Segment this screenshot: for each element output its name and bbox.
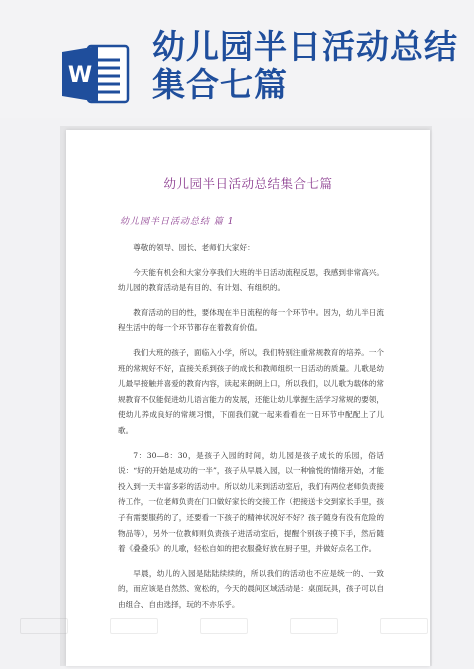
watermark-mark xyxy=(290,618,338,634)
banner xyxy=(0,0,474,118)
paragraph: 尊敬的领导、园长、老师们大家好： xyxy=(133,243,255,252)
paragraph: 我们大班的孩子，面临入小学，所以，我们特别注重常规教育的培养。一个班的常规好不好，直接关系到孩子的成长和教师组织一日活动的质量。儿歌是幼儿最早接触并喜爱的教育内容，读起来朗朗上口，所以我们，以儿歌为载体的常规教育不仅能促进幼儿语言能力的发展，还能让幼儿掌握生活学习常规的要领，使幼儿养成良好的常规习惯，下面我们就一起来看看在一日环节中配配上了儿歌。 xyxy=(118,347,384,435)
watermark-mark xyxy=(110,618,158,634)
word-icon-letter: W xyxy=(67,63,93,88)
watermark-mark xyxy=(200,618,248,634)
section-heading: 幼儿园半日活动总结 篇 1 xyxy=(120,217,235,227)
watermark-mark xyxy=(380,618,428,634)
banner-title: 幼儿园半日活动总结集合七篇 xyxy=(152,27,458,104)
watermark-mark xyxy=(20,618,68,634)
paragraph: 教育活动的目的性，要体现在半日流程的每一个环节中。因为，幼儿半日流程生活中的每一个环节都存在着教育价值。 xyxy=(118,307,384,333)
word-document-icon xyxy=(62,44,130,104)
document-body xyxy=(118,240,384,621)
paragraph: 今天能有机会和大家分享我们大班的半日活动流程反思，我感到非常高兴。幼儿园的教育活动是有目的、有计划、有组织的。 xyxy=(118,267,384,293)
document-title: 幼儿园半日活动总结集合七篇 xyxy=(163,176,333,191)
paragraph: 7：30—8：30，是孩子入园的时间，幼儿园是孩子成长的乐园，俗话说：“好的开始是成功的一半”，孩子从早晨入园，以一种愉悦的情绪开始，才能投入到一天丰富多彩的活动中。所以幼儿来到活动室后，我们有两位老师负责接待工作，一位老师负责在门口做好家长的交接工作（把接送卡交到家长手里，孩子有需要服药的了，还要看一下孩子的精神状况好不好？孩子随身有没有危险的物品等），另外一位教师则负责孩子进活动室后，提醒个别孩子摸下手，然后随着《叠叠乐》的儿歌，轻松自如的把衣服叠好放在厨子里，并做好点名工作。 xyxy=(118,450,384,554)
document-page xyxy=(66,130,430,666)
paragraph: 早晨，幼儿的入园是陆陆续续的，所以我们的活动也不应是统一的、一致的，而应该是自然然、宽松的，今天的晨间区域活动是：桌面玩具，孩子可以自由组合、自由选择，玩的不亦乐乎。 xyxy=(118,568,384,609)
watermark-strip xyxy=(0,610,474,650)
